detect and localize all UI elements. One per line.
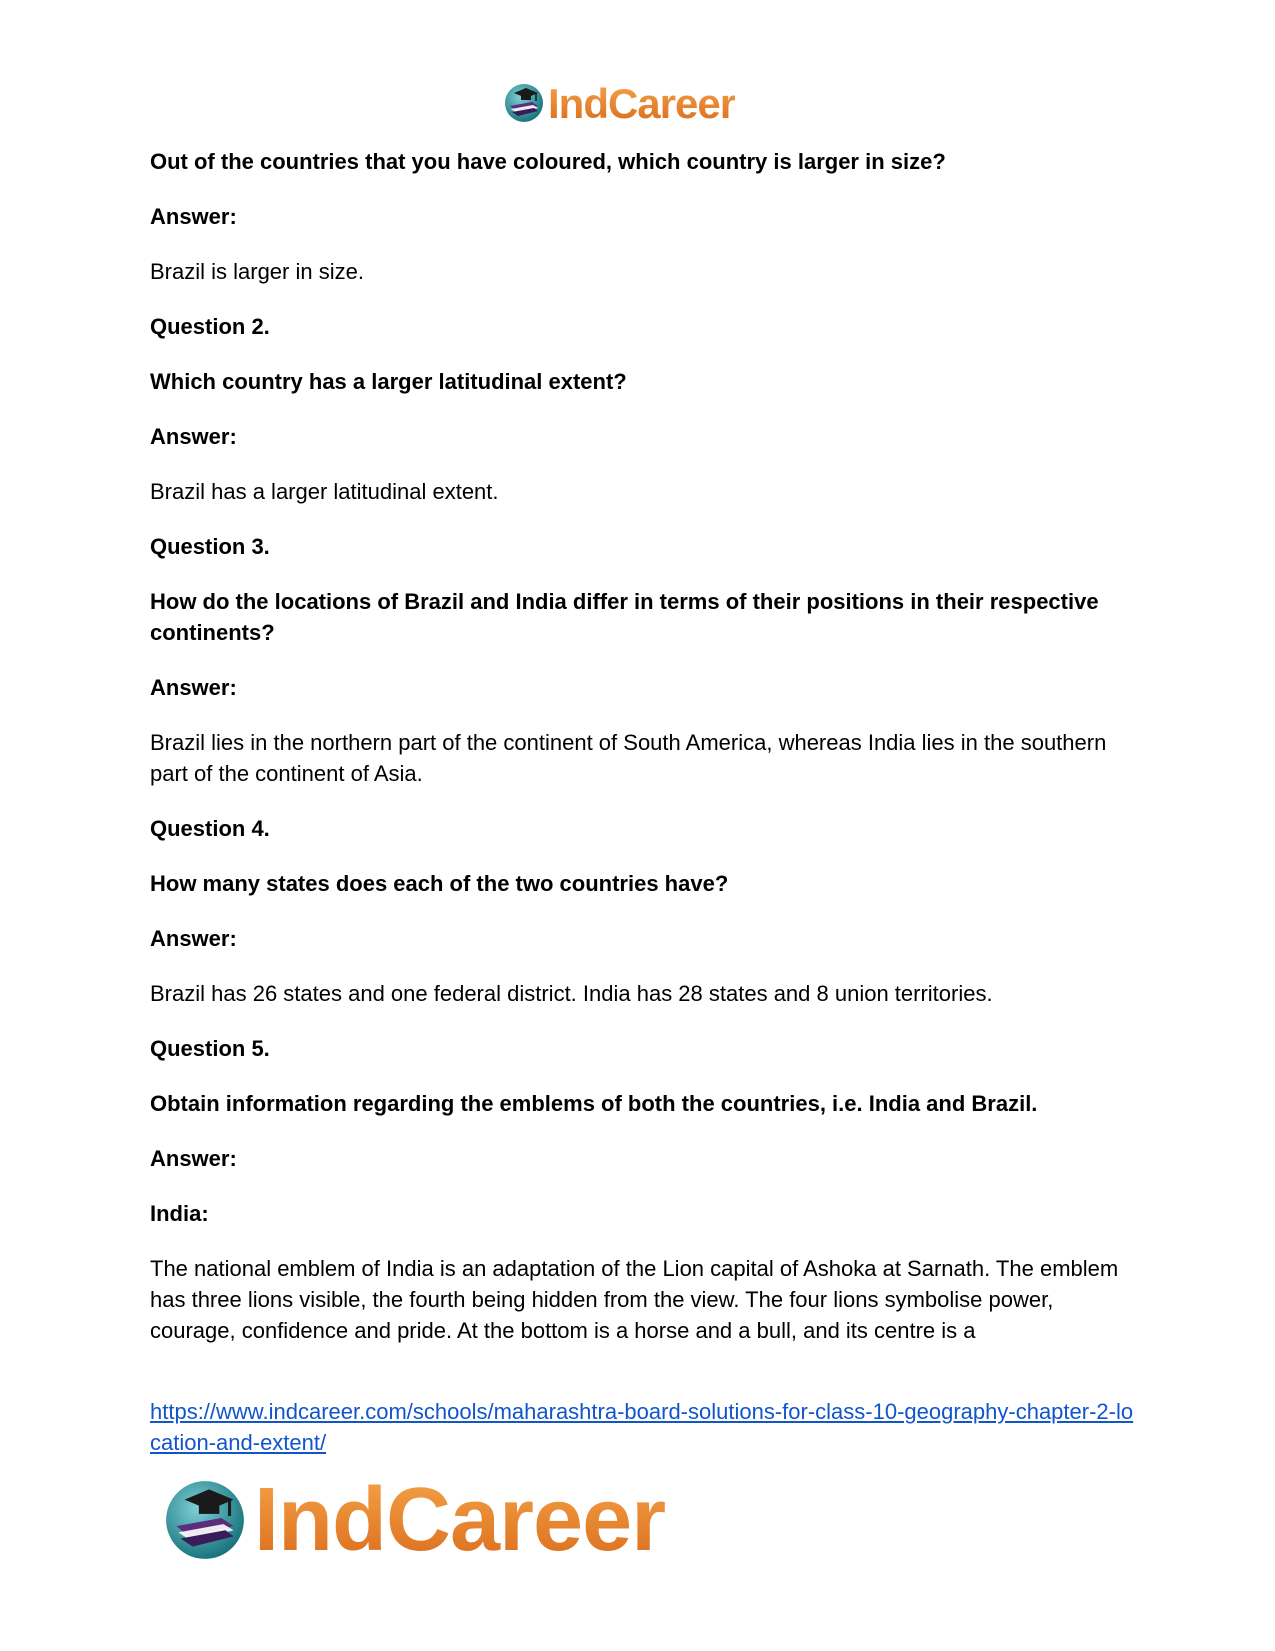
document-body: [150, 146, 1130, 1370]
answer-text: Brazil has 26 states and one federal district. India has 28 states and 8 union territories.: [150, 981, 993, 1006]
question-number: Question 5.: [150, 1036, 270, 1061]
logo-wordmark: IndCareer: [254, 1469, 666, 1570]
question-number: Question 4.: [150, 816, 270, 841]
question-text: Out of the countries that you have coloured, which country is larger in size?: [150, 149, 946, 174]
header-logo: [502, 80, 735, 128]
answer-label: Answer:: [150, 675, 237, 700]
source-url-link[interactable]: https://www.indcareer.com/schools/maharashtra-board-solutions-for-class-10-geography-chapter-2-location-and-extent/: [150, 1399, 1134, 1455]
answer-text: Brazil is larger in size.: [150, 259, 364, 284]
logo-wordmark: IndCareer: [548, 80, 736, 127]
answer-label: Answer:: [150, 204, 237, 229]
answer-text: Brazil lies in the northern part of the continent of South America, whereas India lies in the southern part of the continent of Asia.: [150, 730, 1107, 786]
answer-text: The national emblem of India is an adaptation of the Lion capital of Ashoka at Sarnath. The emblem has three lions visible, the fourth being hidden from the view. The four lions symbolise power, courage, confidence and pride. At the bottom is a horse and a bull, and its centre is a: [150, 1256, 1119, 1343]
question-text: India:: [150, 1201, 209, 1226]
question-number: Question 3.: [150, 534, 270, 559]
graduation-cap-book-globe-icon: [160, 1473, 250, 1568]
footer-logo: [160, 1470, 665, 1570]
question-text: Which country has a larger latitudinal extent?: [150, 369, 627, 394]
question-number: Question 2.: [150, 314, 270, 339]
answer-label: Answer:: [150, 1146, 237, 1171]
question-text: How many states does each of the two countries have?: [150, 871, 729, 896]
graduation-cap-book-globe-icon: [502, 80, 546, 129]
answer-text: Brazil has a larger latitudinal extent.: [150, 479, 499, 504]
answer-label: Answer:: [150, 424, 237, 449]
answer-label: Answer:: [150, 926, 237, 951]
question-text: How do the locations of Brazil and India differ in terms of their positions in their respective continents?: [150, 589, 1099, 645]
question-text: Obtain information regarding the emblems of both the countries, i.e. India and Brazil.: [150, 1091, 1038, 1116]
